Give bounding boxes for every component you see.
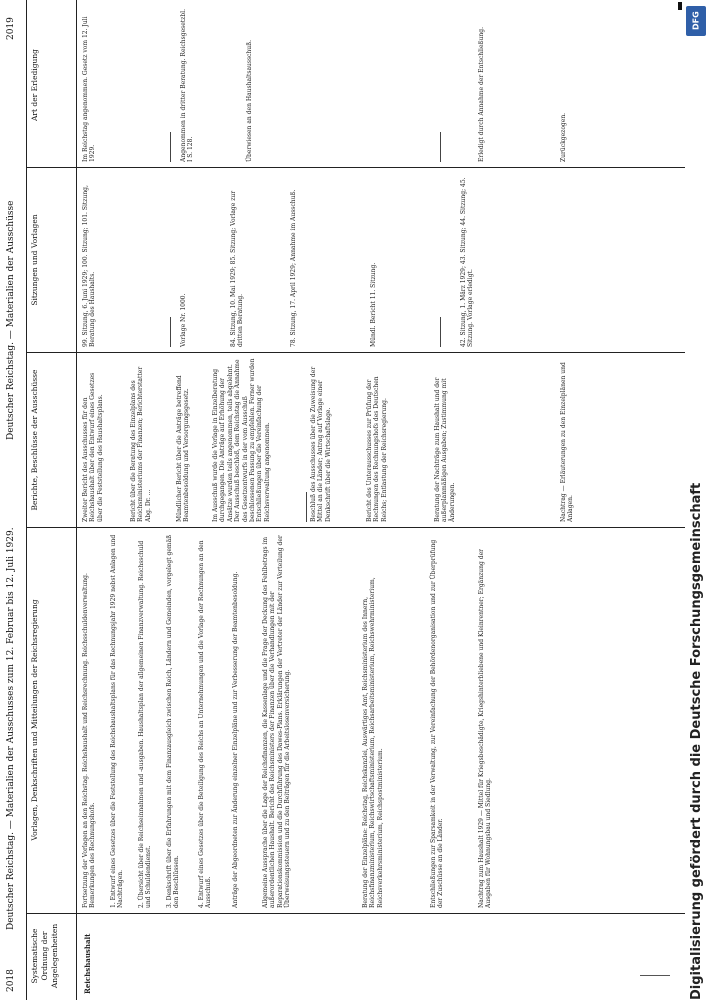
column-divider-2 [26, 527, 690, 528]
header-title-left: Deutscher Reichstag. — Materialien der Ausschusses zum 12. Februar bis 12. Juli 1929. [6, 527, 16, 930]
col4-block-4: 78. Sitzung, 17. April 1929; Annahme im Ausschuß. [290, 189, 297, 347]
column-divider-4 [26, 167, 690, 168]
column-header-3: Berichte, Beschlüsse der Ausschüsse [30, 369, 39, 511]
col2-block-9: Entschließungen zur Sparsamkeit in der Verwaltung, zur Vereinfachung der Behördenorganisation und zur Überprüfung der Zuschüsse an die Länder. [430, 539, 445, 908]
dfg-logo-icon: DFG [686, 6, 706, 36]
col2-block-2: 1. Entwurf eines Gesetzes über die Feststellung des Reichshaushaltsplans für das Rechnungsjahr 1929 nebst Anlagen und Nachträgen. [110, 534, 125, 908]
column-divider-3 [26, 352, 690, 353]
col3-block-6: Bericht des Unterausschusses zur Prüfung der Rechnungen des Rechnungshofs des Deutschen Reichs; Entlastung der Reichsregierung. [366, 376, 388, 522]
col3-block-3: Mündlicher Bericht über die Anträge betreffend Beamtenbesoldung und Versorgungsgesetz. [176, 375, 191, 522]
col2-block-8: Beratung der Einzelpläne: Reichstag, Reichskanzlei, Auswärtiges Amt, Reichsministerium des Innern, Reichsfinanzministerium, Reichswirtschaftsministerium, Reichsarbeitsministerium, Reichswehrministerium, Reichsverkehrsministerium, Reichspostministerium. [362, 577, 384, 908]
page-number-right: 2019 [6, 17, 16, 40]
column-divider-1 [26, 913, 690, 914]
page-header [6, 0, 24, 1000]
col3-block-5: Beschluß des Ausschusses über die Zuweisung der Mittel an die Länder; Antrag auf Vorlage einer Denkschrift über die Wirtschaftslage. [310, 366, 332, 522]
header-rule-top [26, 0, 27, 1000]
col2-block-7: Allgemeine Aussprache über die Lage der Reichsfinanzen, die Kassenlage und die Frage der Deckung des Fehlbetrags im außerordentlichen Haushalt. Bericht des Reichsministers der Finanzen über die Verhandlungen mit der Reparationskommission und die Durchführung des Dawes-Plans. Erklärungen der Vertreter der Länder zur Verteilung der Überweisungssteuern und zu den Beiträgen für die Arbeitslosenversicherung. [262, 535, 292, 908]
separator-dash [440, 317, 441, 347]
digitization-credit: Digitalisierung gefördert durch die Deutsche Forschungsgemeinschaft [689, 482, 704, 1000]
header-title-right: Deutscher Reichstag. — Materialien der Ausschüsse [6, 200, 16, 440]
col3-block-1: Zweiter Bericht des Ausschusses für den Reichshaushalt über den Entwurf eines Gesetzes über die Feststellung des Haushaltsplans. [82, 372, 104, 522]
col4-block-2: Vorlage Nr. 1000. [180, 293, 187, 347]
col3-block-2: Bericht über die Beratung des Einzelplans des Reichsministeriums der Finanzen; Berichterstatter Abg. Dr. ... [130, 366, 152, 522]
col4-block-5: Mündl. Bericht 11. Sitzung. [370, 262, 377, 347]
col2-block-10: Nachtrag zum Haushalt 1929 — Mittel für Kriegsbeschädigte, Kriegshinterbliebene und Kleinrentner; Ergänzung der Ausgaben für Wohnungsbau und Siedlung. [478, 548, 493, 908]
col4-block-6: 42. Sitzung, 1. März 1929; 43. Sitzung; 44. Sitzung; 45. Sitzung. Vorlage erledigt. [460, 177, 475, 347]
category-label: Reichshaushalt [83, 933, 92, 994]
col4-block-3: 84. Sitzung, 10. Mai 1929; 85. Sitzung; Vorlage zur dritten Beratung. [230, 190, 245, 347]
page-number-left: 2018 [6, 969, 16, 992]
column-header-1: Systematische Ordnung der Angelegenheiten [30, 923, 59, 989]
col4-block-1: 99. Sitzung, 6. Juni 1929; 100. Sitzung; 101. Sitzung, Beratung des Haushalts. [82, 185, 97, 347]
column-header-4: Sitzungen und Vorlagen [30, 214, 39, 306]
digitization-sidebar [685, 0, 707, 1000]
col5-block-1: Im Reichstag angenommen. Gesetz vom 12. Juli 1929. [82, 16, 97, 162]
separator-dash [170, 317, 171, 347]
scan-fold-mark [640, 975, 670, 976]
col2-block-4: 3. Denkschrift über die Erfahrungen mit dem Finanzausgleich zwischen Reich, Ländern und Gemeinden, vorgelegt gemäß den Beschlüssen. [166, 534, 181, 908]
col2-block-5: 4. Entwurf eines Gesetzes über die Beteiligung des Reichs an Unternehmungen und die Vorlage der Rechnungen an den Ausschuß. [198, 540, 213, 908]
separator-dash [170, 132, 171, 162]
col2-block-1: Fortsetzung der Vorlagen an den Reichstag. Reichshaushalt und Reichsrechnung. Reichsschuldenverwaltung. Bemerkungen des Rechnungshofs. [82, 573, 97, 908]
col3-block-8: Nachtrag — Erläuterungen zu den Einzelplänen und Anlagen. [560, 362, 575, 522]
col3-block-7: Beratung der Nachträge zum Haushalt und der außerplanmäßigen Ausgaben; Zustimmung mit Änderungen. [434, 377, 456, 522]
col5-block-2: Angenommen in dritter Beratung. Reichsgesetzbl. I S. 128. [180, 9, 195, 162]
separator-dash [306, 492, 307, 522]
col5-block-4: Erledigt durch Annahme der Entschließung. [478, 27, 485, 162]
col2-block-3: 2. Übersicht über die Reichseinnahmen und -ausgaben. Haushaltsplan der allgemeinen Finanzverwaltung. Reichsschuld und Schuldendienst. [138, 540, 153, 908]
col5-block-3: Überwiesen an den Haushaltsausschuß. [246, 39, 253, 162]
column-header-2: Vorlagen, Denkschriften und Mitteilungen der Reichsregierung [30, 599, 39, 841]
separator-dash [440, 132, 441, 162]
header-rule-bottom [76, 0, 77, 1000]
col5-block-5: Zurückgezogen. [560, 112, 567, 162]
col3-block-4: Im Ausschuß wurde die Vorlage in Einzelberatung durchgegangen. Die Anträge auf Erhöhung der Ansätze wurden teils angenommen, teils abgelehnt. Der Ausschuß beschloß, dem Reichstag die Annahme des Gesetzentwurfs in der vom Ausschuß beschlossenen Fassung zu empfehlen. Ferner wurden Entschließungen über die Vereinfachung der Reichsverwaltung angenommen. [212, 358, 271, 522]
col2-block-6: Anträge der Abgeordneten zur Änderung einzelner Einzelpläne und zur Verbesserung der Beamtenbesoldung. [232, 571, 239, 908]
column-header-5: Art der Erledigung [30, 49, 39, 121]
